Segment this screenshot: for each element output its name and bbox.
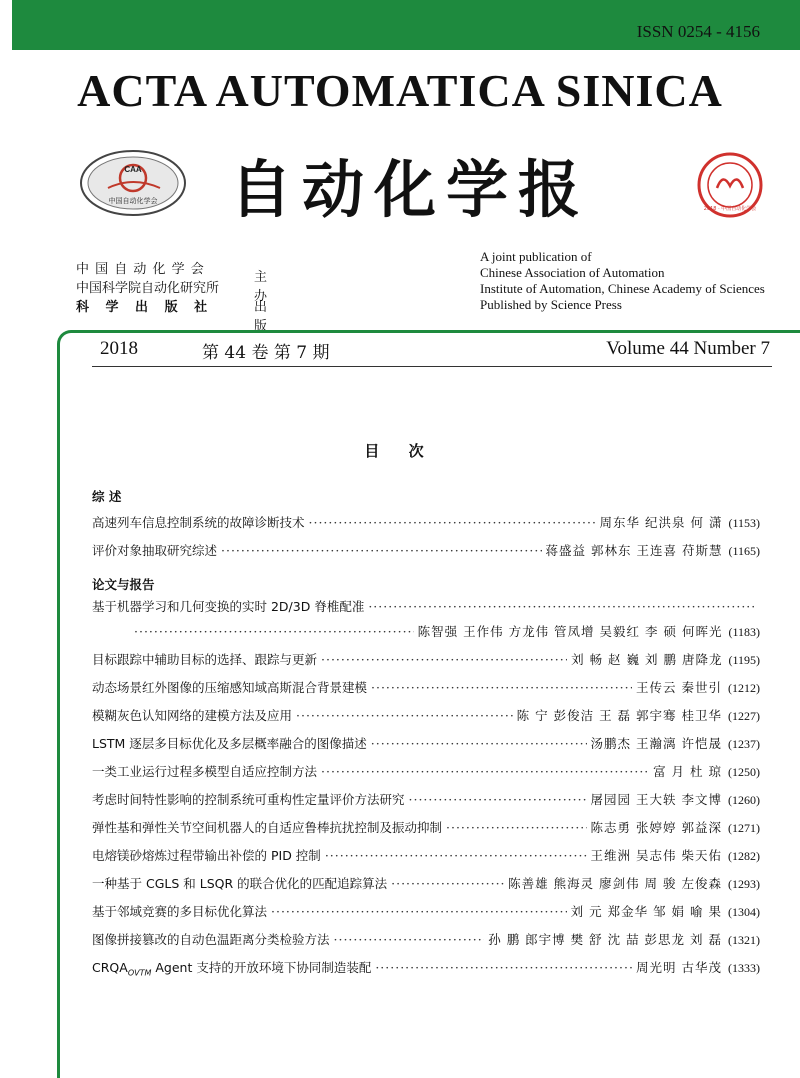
toc-entry-title: 目标跟踪中辅助目标的选择、跟踪与更新: [92, 652, 318, 667]
toc-entry-page: (1165): [728, 544, 760, 558]
toc-entry-authors: 刘 元 郑金华 邹 娟 喻 果: [570, 904, 722, 919]
anniversary-logo-icon: [697, 152, 763, 218]
toc-entry-title: 动态场景红外图像的压缩感知域高斯混合背景建模: [92, 680, 368, 695]
toc-entry-title: 基于邻域竞赛的多目标优化算法: [92, 904, 268, 919]
toc-entry-title: 基于机器学习和几何变换的实时 2D/3D 脊椎配准: [92, 599, 365, 614]
toc-entry-page: (1304): [728, 905, 760, 919]
issue-year: 2018: [100, 338, 138, 359]
toc-entry[interactable]: [92, 958, 760, 976]
toc-entry-page: (1212): [728, 681, 760, 695]
toc-entry-authors: 陈善雄 熊海灵 廖剑伟 周 骏 左俊森: [508, 876, 722, 891]
toc-entry[interactable]: [92, 874, 760, 892]
toc-entry-title: LSTM 逐层多目标优化及多层概率融合的图像描述: [92, 736, 367, 751]
joint-publication-block: [480, 249, 765, 313]
toc-leader-dots: [271, 904, 567, 919]
toc-leader-dots: [409, 792, 587, 807]
toc-entry-title: 一种基于 CGLS 和 LSQR 的联合优化的匹配追踪算法: [92, 876, 388, 891]
toc-entry[interactable]: [92, 846, 760, 864]
toc-entry[interactable]: [92, 762, 760, 780]
toc-entry-authors: 屠园园 王大轶 李文博: [590, 792, 722, 807]
journal-title-cn: 自动化学报: [229, 153, 590, 226]
toc-entry-page: (1321): [728, 933, 760, 947]
toc-entry-page: (1250): [728, 765, 760, 779]
issue-volume-cn: 第 44 卷 第 7 期: [202, 343, 330, 363]
toc-entry-page: (1183): [728, 625, 760, 639]
toc-entry-page: (1195): [728, 653, 760, 667]
toc-entry-title: 弹性基和弹性关节空间机器人的自适应鲁棒抗扰控制及振动抑制: [92, 820, 443, 835]
toc-leader-dots: [368, 599, 756, 614]
toc-title: 目 次: [364, 442, 436, 460]
toc-entry-authors: 刘 畅 赵 巍 刘 鹏 唐降龙: [571, 652, 723, 667]
toc-entry-page: (1237): [728, 737, 760, 751]
toc-entry-authors: 蒋盛益 郭林东 王连喜 苻斯慧: [545, 543, 723, 558]
toc-entry-title: 模糊灰色认知网络的建模方法及应用: [92, 708, 293, 723]
toc-entry-authors: 陈智强 王作伟 方龙伟 管凤增 吴毅红 李 硕 何晖光: [417, 624, 723, 639]
toc-leader-dots: [296, 708, 513, 723]
toc-entry[interactable]: [92, 597, 760, 615]
toc-leader-dots: [325, 848, 587, 863]
toc-entry-page: (1333): [728, 961, 760, 975]
toc-leader-dots: [391, 876, 504, 891]
toc-leader-dots: [371, 736, 587, 751]
toc-entry-page: (1271): [728, 821, 760, 835]
toc-entry-authors: 王维洲 吴志伟 柴天佑: [590, 848, 722, 863]
toc-entry-authors: 周东华 纪洪泉 何 潇: [599, 515, 723, 530]
issn-label: ISSN 0254 - 4156: [636, 22, 760, 41]
toc-entry-authors: 孙 鹏 郎宇博 樊 舒 沈 喆 彭思龙 刘 磊: [488, 932, 722, 947]
joint-line-4: Published by Science Press: [480, 297, 622, 312]
sponsor-org-ia: 中国科学院自动化研究所: [76, 281, 220, 296]
toc-entry-continuation[interactable]: [130, 622, 760, 640]
joint-line-3: Institute of Automation, Chinese Academy of Sciences: [480, 281, 765, 296]
toc-entry[interactable]: [92, 513, 760, 531]
toc-entry[interactable]: [92, 818, 760, 836]
toc-leader-dots: [446, 820, 587, 835]
toc-entry-title: 图像拼接篡改的自动色温距离分类检验方法: [92, 932, 330, 947]
toc-entry-authors: 汤鹏杰 王瀚漓 许恺晟: [590, 736, 722, 751]
toc-leader-dots: [221, 543, 542, 558]
toc-section-review: 综 述: [92, 489, 122, 504]
toc-leader-dots: [309, 515, 596, 530]
toc-entry-authors: 周光明 古华茂: [636, 960, 722, 975]
toc-entry[interactable]: [92, 706, 760, 724]
toc-leader-dots: [134, 624, 414, 639]
toc-entry-authors: 王传云 秦世引: [636, 680, 722, 695]
sponsors-block: [76, 260, 268, 334]
toc-entry-title: 评价对象抽取研究综述: [92, 543, 218, 558]
issue-rule-divider: [92, 366, 772, 367]
toc-entry-page: (1227): [728, 709, 760, 723]
sponsor-role: 主办: [254, 270, 268, 304]
caa-logo-text: CAA: [124, 165, 142, 174]
toc-entry-page: (1282): [728, 849, 760, 863]
caa-logo-subtext: 中国自动化学会: [108, 197, 158, 205]
joint-line-1: A joint publication of: [480, 249, 592, 264]
toc-entry[interactable]: [92, 930, 760, 948]
toc-section-papers: 论文与报告: [92, 577, 155, 592]
toc-leader-dots: [321, 652, 567, 667]
journal-title-en: ACTA AUTOMATICA SINICA: [77, 65, 723, 116]
toc-entry-authors: 富 月 杜 琼: [653, 764, 722, 779]
anniv-logo-text: 2018 · 中国自动化学会: [703, 206, 757, 212]
issue-volume-en: Volume 44 Number 7: [606, 338, 770, 359]
toc-entry-authors: 陈志勇 张婷婷 郭益深: [590, 820, 722, 835]
toc-entry-authors: 陈 宁 彭俊洁 王 磊 郭宇骞 桂卫华: [516, 708, 722, 723]
toc-leader-dots: [321, 764, 649, 779]
toc-entry[interactable]: [92, 790, 760, 808]
toc-entry-page: (1153): [728, 516, 760, 530]
sponsor-org-caa: 中 国 自 动 化 学 会: [76, 262, 205, 277]
toc-leader-dots: [375, 960, 632, 975]
joint-line-2: Chinese Association of Automation: [480, 265, 665, 280]
publisher-role: 出版: [254, 300, 268, 334]
toc-entry[interactable]: [92, 541, 760, 559]
toc-entry[interactable]: [92, 902, 760, 920]
toc-entry-title: 一类工业运行过程多模型自适应控制方法: [92, 764, 318, 779]
toc-entry[interactable]: [92, 678, 760, 696]
toc-entry-title: 考虑时间特性影响的控制系统可重构性定量评价方法研究: [92, 792, 405, 807]
publisher-name: 科 学 出 版 社: [76, 300, 214, 315]
toc-leader-dots: [334, 932, 485, 947]
toc-leader-dots: [371, 680, 632, 695]
toc-entry-page: (1293): [728, 877, 760, 891]
toc-entry-title: 高速列车信息控制系统的故障诊断技术: [92, 515, 305, 530]
toc-entry-title: $CRQA_{OVTM}$ Agent 支持的开放环境下协同制造装配: [92, 960, 372, 978]
caa-logo-icon: [78, 148, 188, 218]
toc-entry[interactable]: [92, 650, 760, 668]
toc-entry-page: (1260): [728, 793, 760, 807]
toc-entry[interactable]: [92, 734, 760, 752]
toc-entry-title: 电熔镁砂熔炼过程带输出补偿的 PID 控制: [92, 848, 321, 863]
